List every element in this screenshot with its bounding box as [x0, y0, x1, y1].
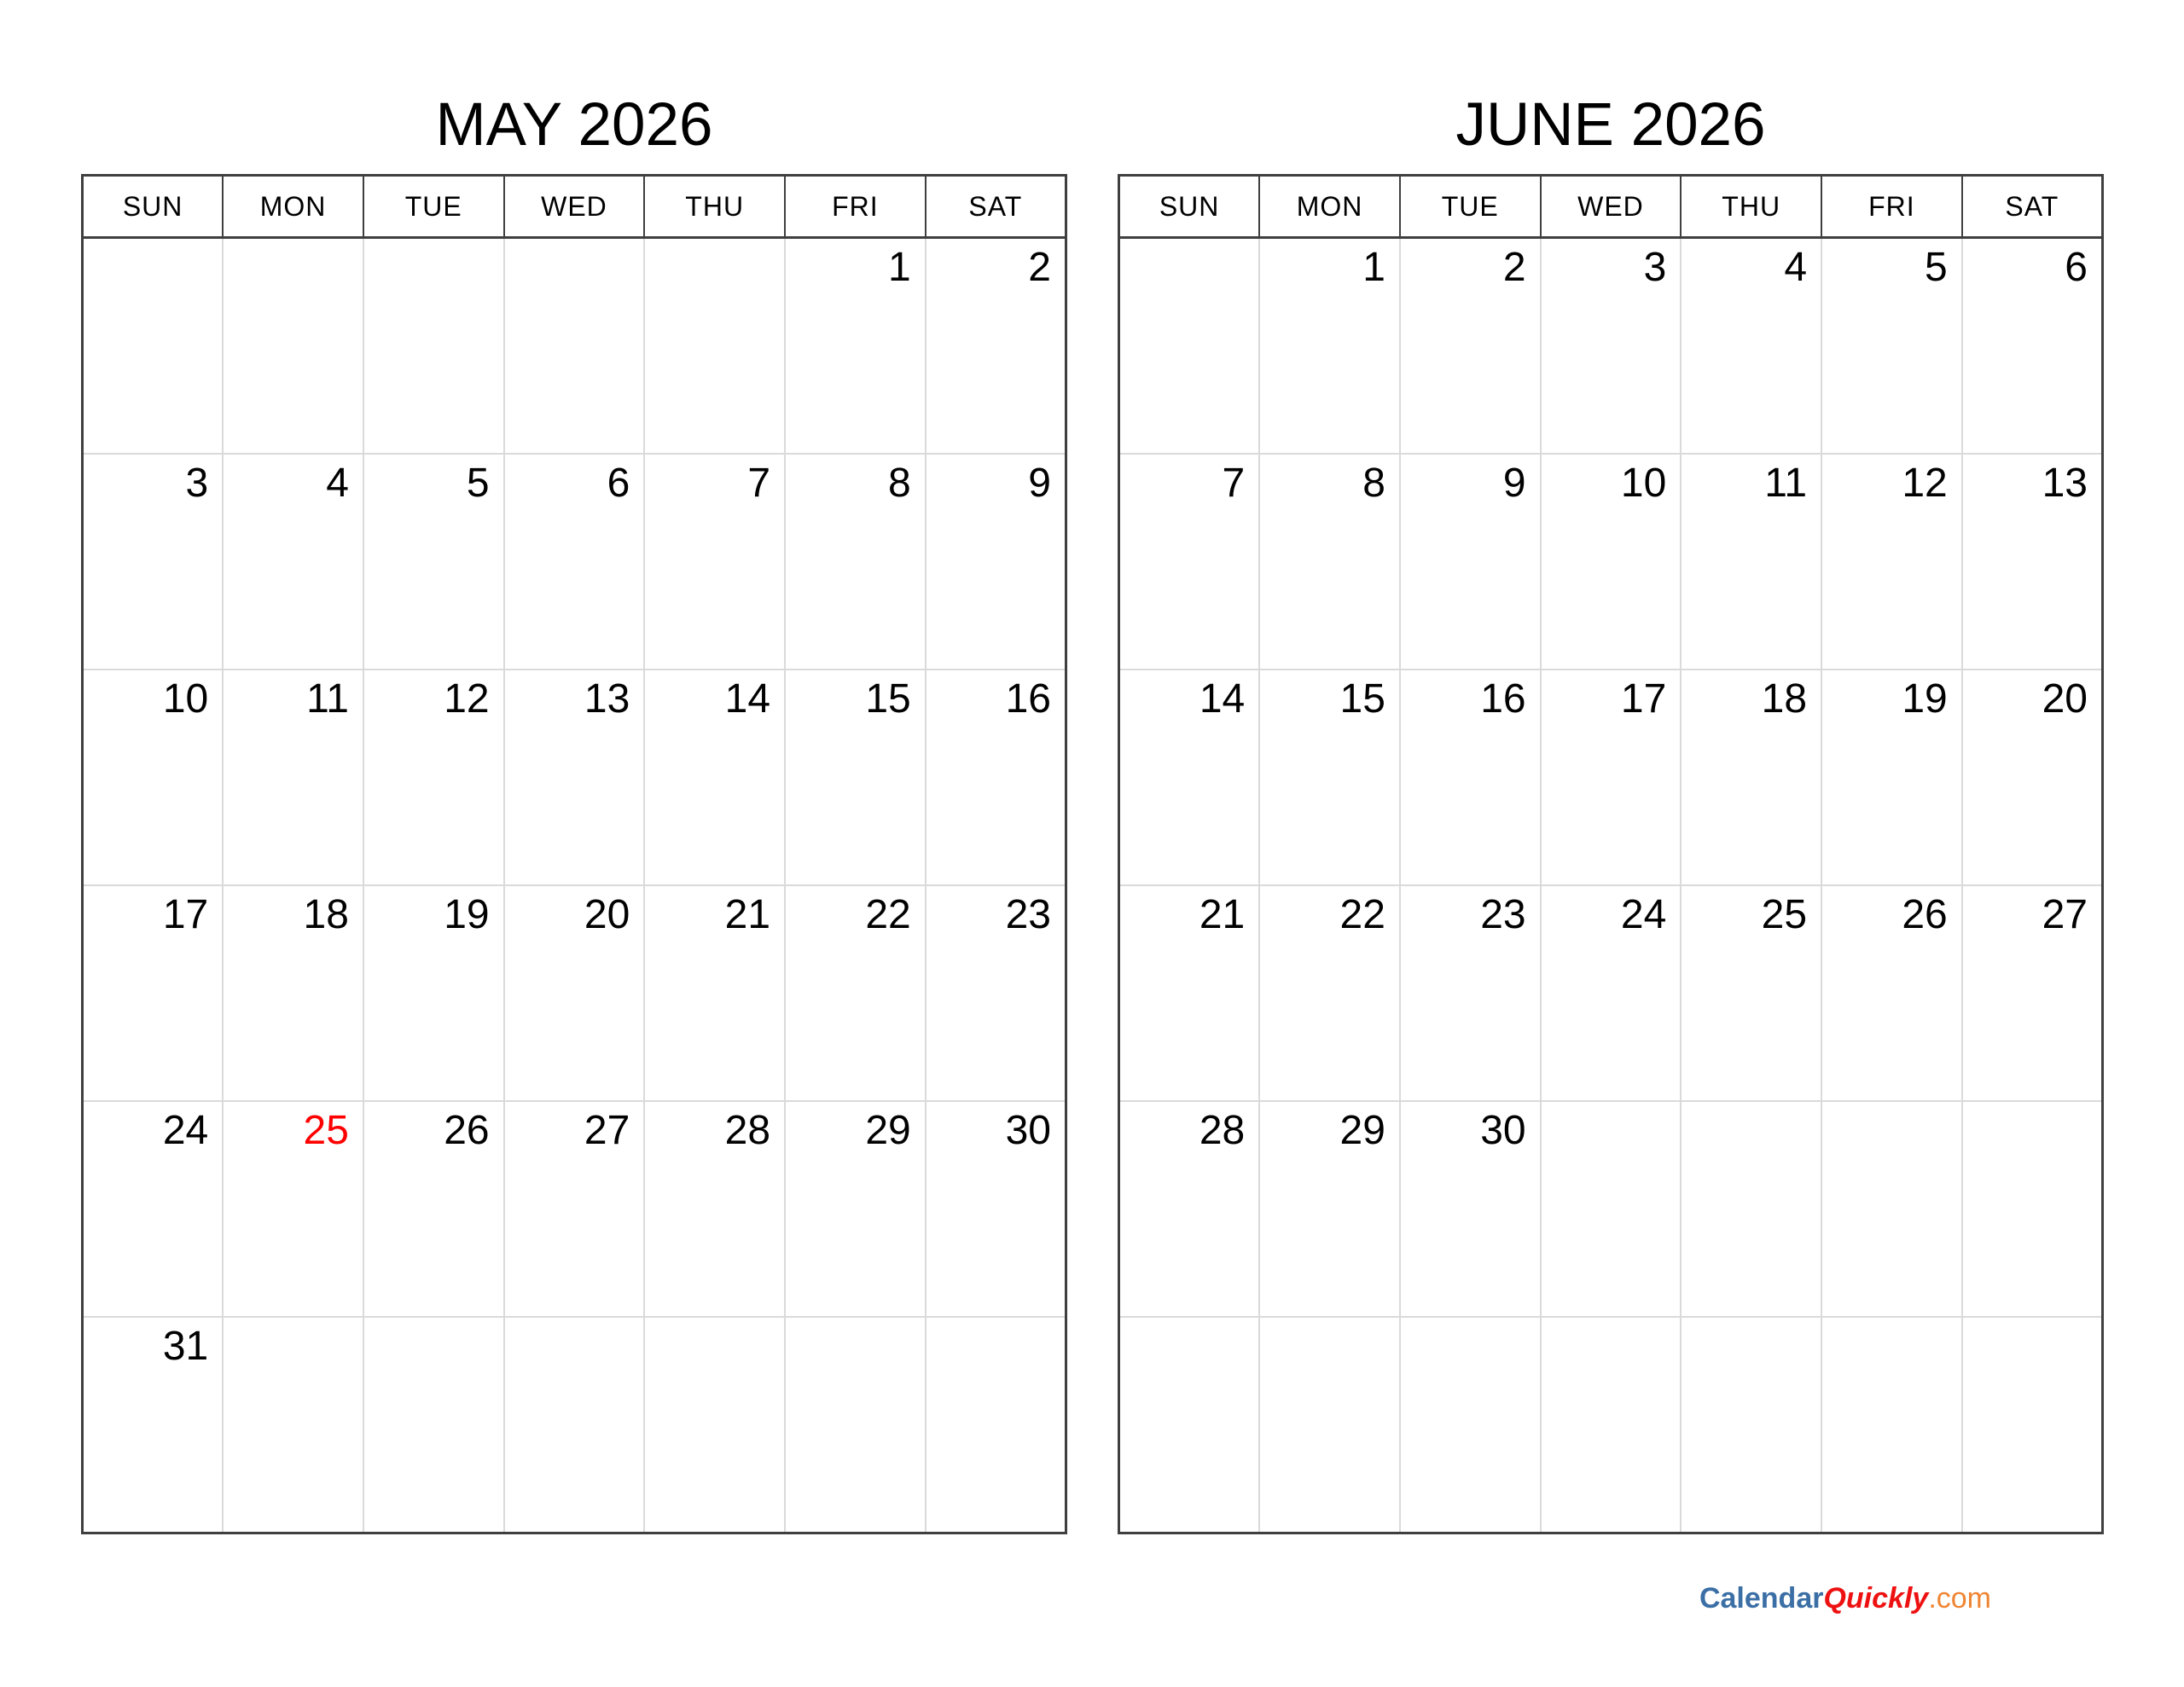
date-cell-may-2026-30: 30: [926, 1101, 1066, 1317]
empty-cell: [644, 238, 785, 455]
empty-cell: [1119, 1317, 1260, 1533]
date-cell-may-2026-8: 8: [785, 454, 926, 670]
date-cell-june-2026-24: 24: [1541, 885, 1682, 1101]
day-header-row: [1119, 176, 2103, 238]
week-row: [1119, 670, 2103, 885]
calendar-june-2026: [1118, 0, 2104, 1534]
date-cell-june-2026-14: 14: [1119, 670, 1260, 885]
empty-cell: [1821, 1101, 1962, 1317]
empty-cell: [1541, 1317, 1682, 1533]
date-cell-june-2026-16: 16: [1400, 670, 1541, 885]
week-row: [83, 454, 1066, 670]
date-cell-june-2026-13: 13: [1962, 454, 2103, 670]
date-cell-june-2026-9: 9: [1400, 454, 1541, 670]
date-cell-may-2026-15: 15: [785, 670, 926, 885]
day-header-wed: WED: [1541, 176, 1682, 238]
date-cell-may-2026-28: 28: [644, 1101, 785, 1317]
empty-cell: [504, 238, 645, 455]
date-cell-june-2026-2: 2: [1400, 238, 1541, 455]
date-cell-june-2026-8: 8: [1259, 454, 1400, 670]
date-cell-june-2026-11: 11: [1681, 454, 1821, 670]
date-cell-june-2026-23: 23: [1400, 885, 1541, 1101]
empty-cell: [363, 1317, 504, 1533]
week-row: [83, 238, 1066, 455]
week-row: [1119, 238, 2103, 455]
week-row: [83, 885, 1066, 1101]
date-cell-may-2026-7: 7: [644, 454, 785, 670]
date-cell-may-2026-22: 22: [785, 885, 926, 1101]
date-cell-may-2026-29: 29: [785, 1101, 926, 1317]
date-cell-may-2026-24: 24: [83, 1101, 224, 1317]
date-cell-june-2026-18: 18: [1681, 670, 1821, 885]
week-row: [1119, 1101, 2103, 1317]
empty-cell: [223, 238, 363, 455]
date-cell-june-2026-15: 15: [1259, 670, 1400, 885]
month-grid-may-2026: [81, 174, 1067, 1534]
date-cell-june-2026-22: 22: [1259, 885, 1400, 1101]
empty-cell: [363, 238, 504, 455]
empty-cell: [1681, 1101, 1821, 1317]
date-cell-may-2026-23: 23: [926, 885, 1066, 1101]
week-row: [1119, 454, 2103, 670]
date-cell-may-2026-12: 12: [363, 670, 504, 885]
date-cell-may-2026-27: 27: [504, 1101, 645, 1317]
date-cell-may-2026-26: 26: [363, 1101, 504, 1317]
week-row: [83, 670, 1066, 885]
date-cell-june-2026-6: 6: [1962, 238, 2103, 455]
logo-text-quickly: Quickly: [1823, 1582, 1929, 1615]
day-header-wed: WED: [504, 176, 645, 238]
date-cell-june-2026-17: 17: [1541, 670, 1682, 885]
date-cell-june-2026-26: 26: [1821, 885, 1962, 1101]
empty-cell: [1681, 1317, 1821, 1533]
day-header-thu: THU: [1681, 176, 1821, 238]
calendar-may-2026: [81, 0, 1067, 1534]
day-header-sun: SUN: [83, 176, 224, 238]
empty-cell: [83, 238, 224, 455]
date-cell-may-2026-3: 3: [83, 454, 224, 670]
day-header-mon: MON: [1259, 176, 1400, 238]
date-cell-june-2026-7: 7: [1119, 454, 1260, 670]
day-header-row: [83, 176, 1066, 238]
date-cell-june-2026-25: 25: [1681, 885, 1821, 1101]
date-cell-june-2026-19: 19: [1821, 670, 1962, 885]
date-cell-may-2026-20: 20: [504, 885, 645, 1101]
date-cell-may-2026-14: 14: [644, 670, 785, 885]
day-header-tue: TUE: [363, 176, 504, 238]
empty-cell: [1821, 1317, 1962, 1533]
date-cell-june-2026-4: 4: [1681, 238, 1821, 455]
day-header-thu: THU: [644, 176, 785, 238]
date-cell-may-2026-2: 2: [926, 238, 1066, 455]
date-cell-june-2026-27: 27: [1962, 885, 2103, 1101]
date-cell-may-2026-11: 11: [223, 670, 363, 885]
date-cell-june-2026-20: 20: [1962, 670, 2103, 885]
logo-text-calendar: Calendar: [1699, 1582, 1824, 1615]
date-cell-may-2026-31: 31: [83, 1317, 224, 1533]
week-row: [1119, 1317, 2103, 1533]
date-cell-june-2026-28: 28: [1119, 1101, 1260, 1317]
date-cell-may-2026-17: 17: [83, 885, 224, 1101]
week-row: [83, 1317, 1066, 1533]
date-cell-may-2026-13: 13: [504, 670, 645, 885]
empty-cell: [644, 1317, 785, 1533]
empty-cell: [1119, 238, 1260, 455]
date-cell-june-2026-30: 30: [1400, 1101, 1541, 1317]
empty-cell: [926, 1317, 1066, 1533]
empty-cell: [1962, 1317, 2103, 1533]
date-cell-may-2026-16: 16: [926, 670, 1066, 885]
date-cell-june-2026-21: 21: [1119, 885, 1260, 1101]
calendar-quickly-logo[interactable]: [1699, 1582, 1991, 1615]
day-header-tue: TUE: [1400, 176, 1541, 238]
footer: [0, 1582, 2184, 1615]
month-title-may-2026: MAY 2026: [435, 90, 713, 159]
date-cell-june-2026-12: 12: [1821, 454, 1962, 670]
date-cell-june-2026-10: 10: [1541, 454, 1682, 670]
date-cell-may-2026-21: 21: [644, 885, 785, 1101]
month-title-june-2026: JUNE 2026: [1455, 90, 1766, 159]
day-header-sat: SAT: [1962, 176, 2103, 238]
date-cell-june-2026-5: 5: [1821, 238, 1962, 455]
date-cell-june-2026-29: 29: [1259, 1101, 1400, 1317]
week-row: [83, 1101, 1066, 1317]
date-cell-may-2026-5: 5: [363, 454, 504, 670]
date-cell-may-2026-4: 4: [223, 454, 363, 670]
date-cell-may-2026-25: 25: [223, 1101, 363, 1317]
date-cell-may-2026-1: 1: [785, 238, 926, 455]
date-cell-june-2026-1: 1: [1259, 238, 1400, 455]
empty-cell: [1400, 1317, 1541, 1533]
date-cell-may-2026-19: 19: [363, 885, 504, 1101]
day-header-fri: FRI: [785, 176, 926, 238]
empty-cell: [785, 1317, 926, 1533]
date-cell-may-2026-6: 6: [504, 454, 645, 670]
empty-cell: [1541, 1101, 1682, 1317]
date-cell-may-2026-9: 9: [926, 454, 1066, 670]
empty-cell: [1962, 1101, 2103, 1317]
month-grid-june-2026: [1118, 174, 2104, 1534]
date-cell-may-2026-18: 18: [223, 885, 363, 1101]
day-header-mon: MON: [223, 176, 363, 238]
day-header-sun: SUN: [1119, 176, 1260, 238]
empty-cell: [1259, 1317, 1400, 1533]
date-cell-may-2026-10: 10: [83, 670, 224, 885]
date-cell-june-2026-3: 3: [1541, 238, 1682, 455]
empty-cell: [223, 1317, 363, 1533]
empty-cell: [504, 1317, 645, 1533]
day-header-fri: FRI: [1821, 176, 1962, 238]
day-header-sat: SAT: [926, 176, 1066, 238]
week-row: [1119, 885, 2103, 1101]
logo-text-com: .com: [1928, 1582, 1991, 1615]
